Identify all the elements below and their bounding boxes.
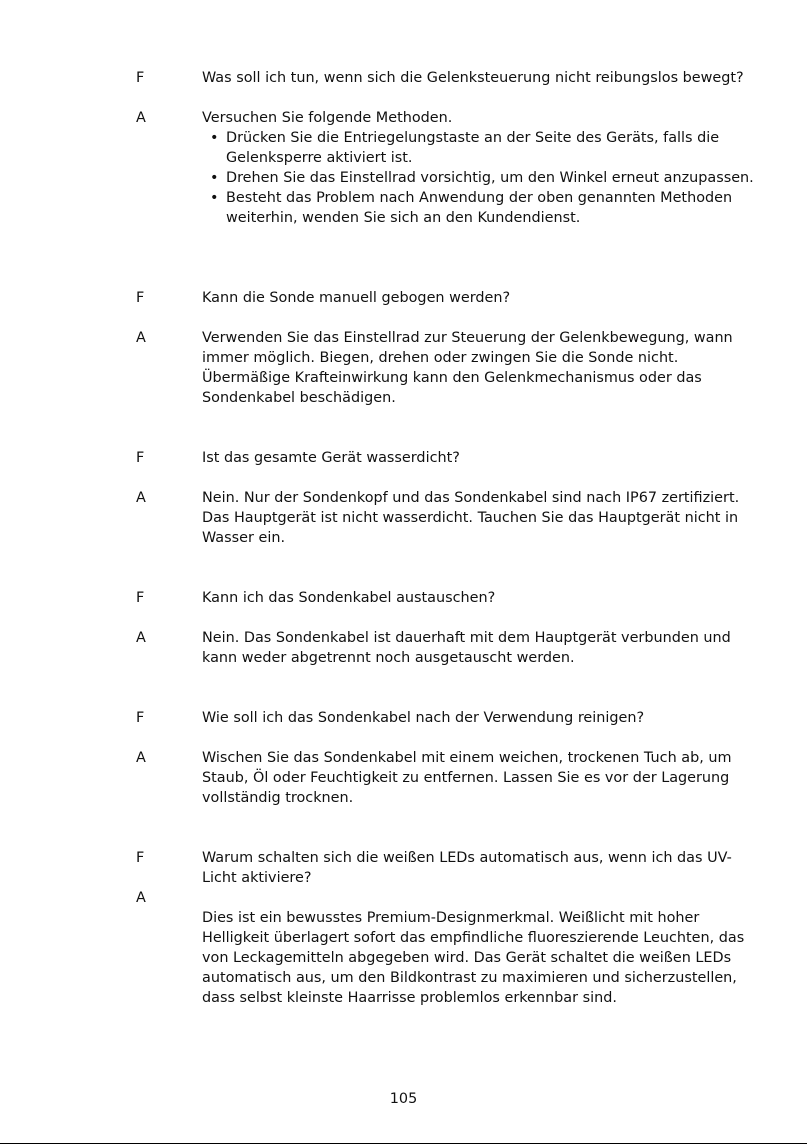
answer-text: Dies ist ein bewusstes Premium-Designmerkmal. Weißlicht mit hoher Helligkeit überlagert sofort das empfindliche fluoreszierende Leuchten, das von Leckagemitteln abgegeben wird. Das Gerät schaltet die weißen LEDs automatisch aus, um den Bildkontrast zu maximieren und sicherzustellen, dass selbst kleinste Haarrisse problemlos erkennbar sind. [202, 910, 745, 1006]
bottom-divider [0, 1143, 807, 1144]
answer-label: A [136, 890, 146, 906]
question-text: Was soll ich tun, wenn sich die Gelenksteuerung nicht reibungslos bewegt? [202, 70, 744, 86]
question-label: F [136, 290, 145, 306]
question-text: Ist das gesamte Gerät wasserdicht? [202, 450, 460, 466]
question-label: F [136, 70, 145, 86]
question-label: F [136, 590, 145, 606]
answer-label: A [136, 630, 146, 646]
page-number: 105 [389, 1091, 418, 1107]
question-text: Warum schalten sich die weißen LEDs automatisch aus, wenn ich das UV-Licht aktiviere? [202, 850, 732, 886]
answer-label: A [136, 110, 146, 126]
question-label: F [136, 710, 145, 726]
answer-bullet: • Besteht das Problem nach Anwendung der oben genannten Methoden weiterhin, wenden Sie sich an den Kundendienst. [202, 188, 762, 228]
question-text: Kann die Sonde manuell gebogen werden? [202, 290, 511, 306]
answer-label: A [136, 330, 146, 346]
answer-text: Nein. Nur der Sondenkopf und das Sondenkabel sind nach IP67 zertifiziert. Das Hauptgerät ist nicht wasserdicht. Tauchen Sie das Hauptgerät nicht in Wasser ein. [202, 490, 740, 546]
question-label: F [136, 850, 145, 866]
answer-label: A [136, 750, 146, 766]
question-text: Wie soll ich das Sondenkabel nach der Verwendung reinigen? [202, 710, 645, 726]
question-text: Kann ich das Sondenkabel austauschen? [202, 590, 496, 606]
answer-text: Wischen Sie das Sondenkabel mit einem weichen, trockenen Tuch ab, um Staub, Öl oder Feuchtigkeit zu entfernen. Lassen Sie es vor der Lagerung vollständig trocknen. [202, 750, 732, 806]
answer-intro: Versuchen Sie folgende Methoden. [202, 110, 453, 126]
question-label: F [136, 450, 145, 466]
answer-bullet: • Drehen Sie das Einstellrad vorsichtig, um den Winkel erneut anzupassen. [202, 168, 762, 188]
answer-text: Nein. Das Sondenkabel ist dauerhaft mit dem Hauptgerät verbunden und kann weder abgetrennt noch ausgetauscht werden. [202, 630, 731, 666]
answer-bullet-list [202, 128, 762, 228]
answer-text: Verwenden Sie das Einstellrad zur Steuerung der Gelenkbewegung, wann immer möglich. Biegen, drehen oder zwingen Sie die Sonde nicht. Übermäßige Krafteinwirkung kann den Gelenkmechanismus oder das Sondenkabel beschädigen. [202, 330, 733, 406]
answer-bullet: • Drücken Sie die Entriegelungstaste an der Seite des Geräts, falls die Gelenksperre aktiviert ist. [202, 128, 762, 168]
answer-label: A [136, 490, 146, 506]
